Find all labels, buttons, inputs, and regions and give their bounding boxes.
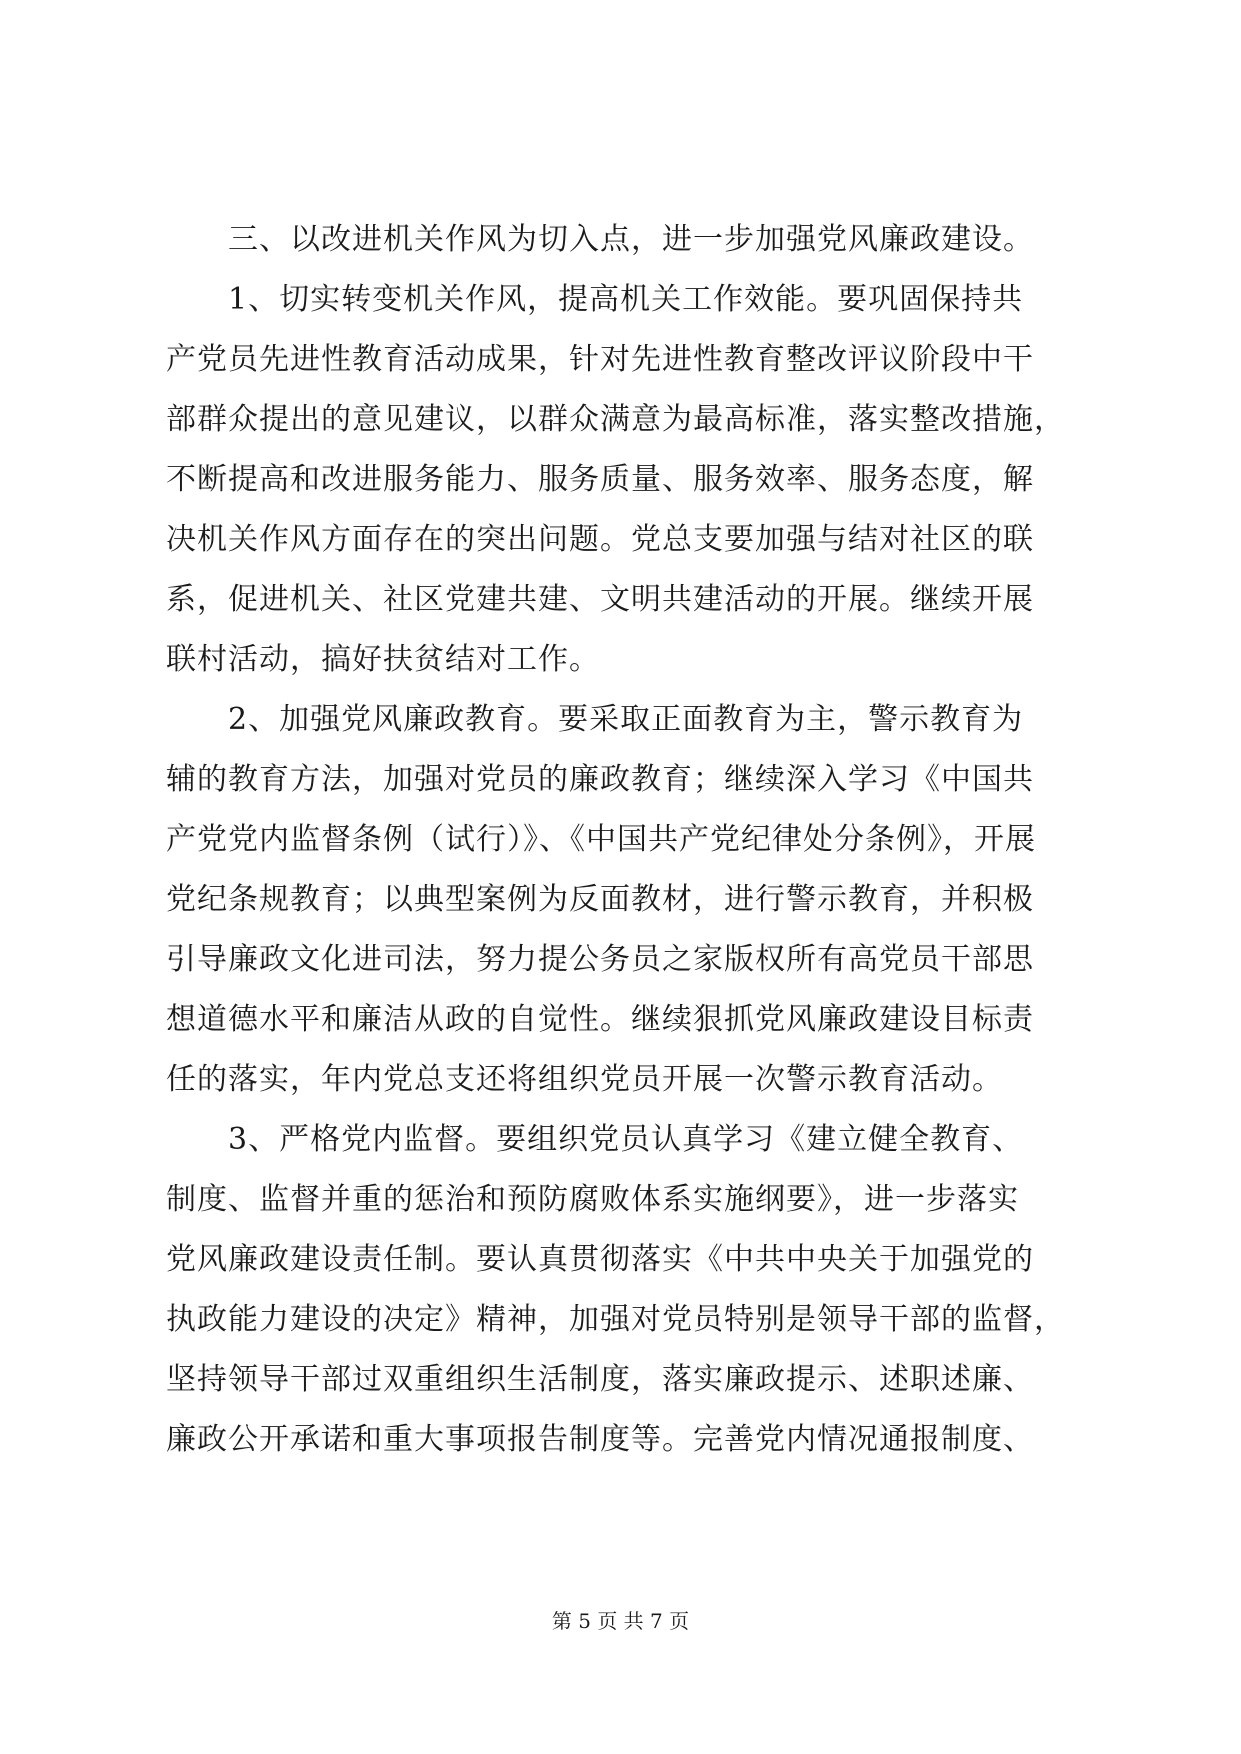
text-line: 执政能力建设的决定》精神，加强对党员特别是领导干部的监督， [166,1302,1065,1337]
text-line: 廉政公开承诺和重大事项报告制度等。完善党内情况通报制度、 [166,1422,1034,1457]
text-line: 三、以改进机关作风为切入点，进一步加强党风廉政建设。 [166,222,1034,257]
page-footer: 第 5 页 共 7 页 [551,1609,690,1633]
text-line: 1、切实转变机关作风，提高机关工作效能。要巩固保持共 [166,282,1024,317]
text-line: 产党员先进性教育活动成果，针对先进性教育整改评议阶段中干 [166,342,1034,377]
text-line: 系，促进机关、社区党建共建、文明共建活动的开展。继续开展 [166,582,1034,617]
text-line: 制度、监督并重的惩治和预防腐败体系实施纲要》，进一步落实 [166,1182,1019,1217]
text-line: 产党党内监督条例（试行）》、《中国共产党纪律处分条例》，开展 [166,822,1036,857]
text-line: 决机关作风方面存在的突出问题。党总支要加强与结对社区的联 [166,522,1034,557]
text-line: 3、严格党内监督。要组织党员认真学习《建立健全教育、 [166,1122,1024,1157]
text-line: 联村活动，搞好扶贫结对工作。 [166,642,600,677]
document-body [166,210,1096,1470]
text-line: 2、加强党风廉政教育。要采取正面教育为主，警示教育为 [166,702,1024,737]
text-line: 部群众提出的意见建议，以群众满意为最高标准，落实整改措施， [166,402,1065,437]
text-line: 党纪条规教育；以典型案例为反面教材，进行警示教育，并积极 [166,882,1034,917]
text-line: 任的落实，年内党总支还将组织党员开展一次警示教育活动。 [166,1062,1003,1097]
text-line: 引导廉政文化进司法，努力提公务员之家版权所有高党员干部思 [166,942,1034,977]
text-line: 辅的教育方法，加强对党员的廉政教育；继续深入学习《中国共 [166,762,1034,797]
text-line: 党风廉政建设责任制。要认真贯彻落实《中共中央关于加强党的 [166,1242,1034,1277]
text-line: 不断提高和改进服务能力、服务质量、服务效率、服务态度，解 [166,462,1034,497]
text-line: 坚持领导干部过双重组织生活制度，落实廉政提示、述职述廉、 [166,1362,1034,1397]
text-line: 想道德水平和廉洁从政的自觉性。继续狠抓党风廉政建设目标责 [166,1002,1034,1037]
